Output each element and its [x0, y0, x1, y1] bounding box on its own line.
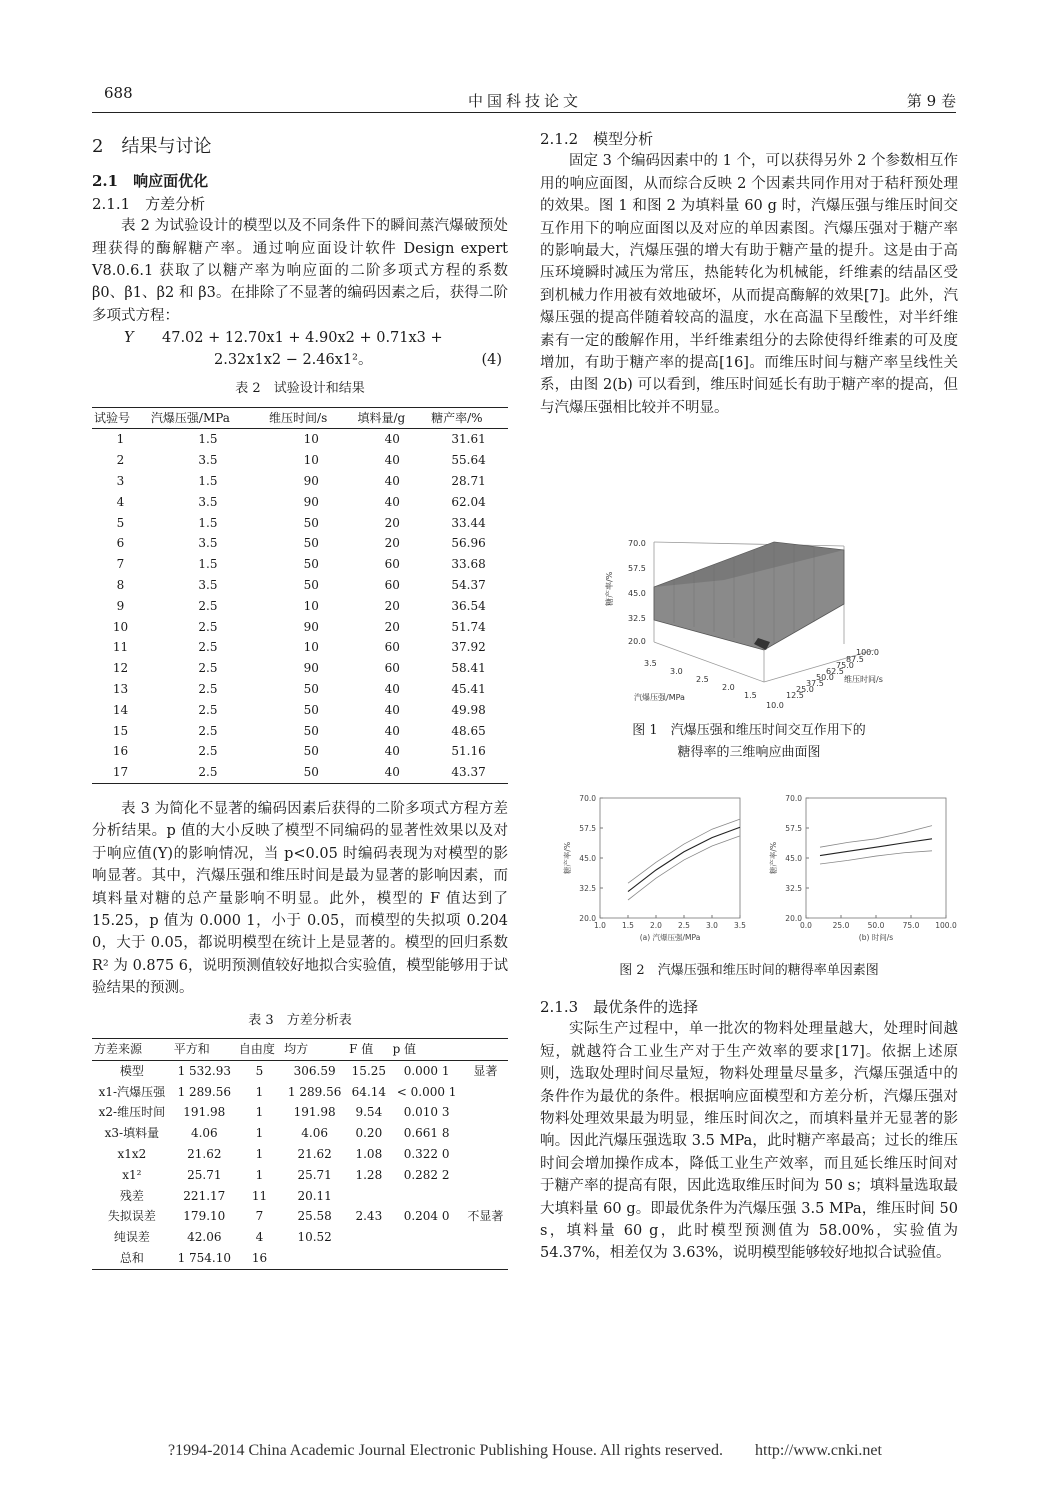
table3-cell: 191.98 [293, 1105, 336, 1120]
table3-cell: 16 [237, 1248, 282, 1269]
z-tick: 70.0 [628, 539, 646, 548]
table3 [92, 1038, 508, 1270]
page-number: 688 [104, 84, 133, 102]
table-row [92, 1082, 508, 1103]
table3-header-cell: 方差来源 [92, 1039, 172, 1061]
table-row [92, 492, 508, 513]
table2-cell: 2.5 [198, 744, 218, 759]
table2-cell: 17 [92, 762, 149, 783]
table3-cell: 179.10 [183, 1209, 226, 1224]
table3-header-cell: p 值 [391, 1039, 463, 1061]
table2-cell: 62.04 [451, 494, 486, 509]
x-tick-label: 1.5 [622, 921, 634, 930]
table2-cell: 3.5 [198, 453, 218, 468]
table2-cell: 1.5 [198, 432, 218, 447]
table3-cell: 2.43 [355, 1209, 383, 1224]
table2 [92, 407, 508, 784]
subsubsection-heading: 2.1.1 方差分析 [92, 194, 206, 213]
table3-cell [463, 1144, 508, 1165]
table-row [92, 1144, 508, 1165]
table2-cell: 10 [112, 619, 129, 634]
table3-cell: < 0.000 1 [396, 1084, 457, 1099]
table2-cell: 45.41 [451, 682, 486, 697]
table2-cell: 1.5 [198, 557, 218, 572]
table2-cell: 4 [116, 494, 125, 509]
table3-cell: 5 [255, 1063, 264, 1078]
table-row [92, 741, 508, 762]
table2-cell: 1.5 [198, 474, 218, 489]
table-row [92, 658, 508, 679]
table-row [92, 471, 508, 492]
table2-cell: 90 [303, 474, 319, 489]
table2-cell: 31.61 [451, 432, 486, 447]
table3-cell: 25.71 [187, 1167, 222, 1182]
x-axis-label: (b) 时间/s [858, 933, 894, 942]
table2-cell: 9 [116, 598, 125, 613]
table2-cell: 40 [384, 453, 400, 468]
table-row [92, 1248, 508, 1269]
table-row [92, 617, 508, 638]
table3-cell [391, 1227, 463, 1248]
table-row [92, 1206, 508, 1227]
z-tick: 45.0 [628, 589, 646, 598]
table2-header-cell: 糖产率/% [429, 407, 508, 429]
table2-cell: 90 [303, 661, 319, 676]
table2-cell: 2.5 [198, 723, 218, 738]
table2-cell: 37.92 [451, 640, 486, 655]
table2-cell: 3.5 [198, 578, 218, 593]
y-tick-label: 57.5 [785, 824, 802, 833]
table2-cell: 2 [116, 453, 125, 468]
table3-cell: 1 289.56 [177, 1084, 232, 1099]
eq-rhs-line1: 47.02 + 12.70x1 + 4.90x2 + 0.71x3 + [162, 330, 443, 347]
table2-cell: 60 [384, 557, 400, 572]
subsubsection-heading: 2.1.2 模型分析 [540, 130, 654, 148]
table2-cell: 2.5 [198, 619, 218, 634]
table2-cell: 2.5 [198, 661, 218, 676]
table2-cell: 3 [116, 474, 125, 489]
table3-cell [391, 1248, 463, 1269]
table2-cell: 16 [112, 744, 129, 759]
figure-1-caption-line2: 糖得率的三维响应曲面图 [677, 745, 821, 760]
table3-cell: 1 [255, 1084, 264, 1099]
table2-cell: 56.96 [451, 536, 486, 551]
series-line-upper [820, 826, 932, 848]
left-column [92, 136, 508, 1270]
z-tick: 57.5 [628, 564, 646, 573]
table2-cell: 50 [303, 557, 319, 572]
y-tick-label: 70.0 [785, 794, 802, 803]
table2-cell: 2.5 [198, 640, 218, 655]
table-row [92, 679, 508, 700]
table-row [92, 762, 508, 783]
table3-cell: 模型 [119, 1063, 144, 1078]
y-tick: 37.5 [806, 679, 824, 688]
table3-cell: 21.62 [187, 1147, 222, 1162]
table3-cell: x1² [122, 1167, 142, 1182]
table3-cell [463, 1123, 508, 1144]
table2-cell: 20 [384, 515, 400, 530]
figure-2-caption: 图 2 汽爆压强和维压时间的糖得率单因素图 [619, 963, 879, 978]
table2-cell: 51.74 [451, 619, 486, 634]
eq-lhs: Y [124, 330, 134, 347]
table2-cell: 10 [303, 432, 319, 447]
table3-cell: 0.000 1 [403, 1063, 450, 1078]
table2-cell: 50 [303, 702, 319, 717]
table3-header-cell: 自由度 [237, 1039, 282, 1061]
table2-cell: 1 [116, 432, 125, 447]
table3-cell: 显著 [473, 1063, 498, 1078]
x-tick-label: 100.0 [935, 921, 957, 930]
table2-cell: 60 [384, 640, 400, 655]
x-tick-label: 1.0 [594, 921, 606, 930]
paragraph: 表 3 为简化不显著的编码因素后获得的二阶多项式方程方差分析结果。p 值的大小反映了模型不同编码的显著性效果以及对于响应值(Y)的影响情况，当 p<0.05 时编码表现为对模型的影响显著。其中，汽爆压强和维压时间是最为显著的影响因素，而填料量对糖的总产量影响不明显。此外，模型的 F 值达到了 15.25，p 值为 0.000 1，小于 0.05，而模型的失拟项 0.204 0，大于 0.05，都说明模型在统计上是显著的。模型的回归系数 R² 为 0.875 6，说明预测值较好地拟合实验值，模型能够用于试验结果的预测。 [92, 801, 508, 997]
table-row [92, 721, 508, 742]
figure-2b-chart [762, 790, 958, 950]
table3-cell [347, 1227, 390, 1248]
table3-header-cell: 平方和 [172, 1039, 237, 1061]
table3-cell: x2-维压时间 [98, 1105, 166, 1120]
table2-cell: 50 [303, 515, 319, 530]
table2-cell: 40 [384, 744, 400, 759]
table-row [92, 1186, 508, 1207]
y-tick: 75.0 [836, 661, 854, 670]
table3-cell [391, 1186, 463, 1207]
table2-cell: 48.65 [451, 723, 486, 738]
table2-cell: 20 [384, 598, 400, 613]
table3-cell: 11 [251, 1188, 268, 1203]
table2-cell: 43.37 [429, 762, 508, 783]
x-tick: 2.5 [696, 675, 709, 684]
table2-cell: 2.5 [198, 702, 218, 717]
y-tick-label: 70.0 [579, 794, 596, 803]
equation-4 [92, 327, 508, 372]
figure-2a-chart [556, 790, 752, 950]
paragraph: 固定 3 个编码因素中的 1 个，可以获得另外 2 个参数相互作用的响应面图，从而综合反映 2 个因素共同作用对于秸秆预处理的效果。图 1 和图 2 为填料量 60 g 时，汽爆压强与维压时间交互作用下的响应面图以及对应的单因素图。汽爆压强对于糖产率的影响最大，汽爆压强的增大有助于糖产量的提升。这是由于高压环境瞬时减压为常压，热能转化为机械能，纤维素的结晶区受到机械力作用被有效地破坏，从而提高酶解的效果[7]。此外，汽爆压强的提高伴随着较高的温度，水在高温下呈酸性，对半纤维素有一定的酸解作用，半纤维素组分的去除使得纤维素的可及度增加，有助于糖产率的提高[16]。而维压时间与糖产率呈线性关系，由图 2(b) 可以看到，维压时间延长有助于糖产率的提高，但与汽爆压强相比较并不明显。 [540, 153, 958, 416]
table2-cell: 50 [303, 682, 319, 697]
table3-cell: 42.06 [187, 1230, 222, 1245]
table2-cell: 33.44 [451, 515, 486, 530]
table2-cell: 5 [116, 515, 125, 530]
table3-cell: 20.11 [297, 1188, 332, 1203]
right-column [540, 128, 958, 419]
x-tick: 3.5 [644, 659, 657, 668]
table3-cell: 1 [255, 1167, 264, 1182]
figure-1 [594, 532, 914, 712]
table2-cell: 13 [112, 682, 129, 697]
table3-cell: 25.58 [297, 1209, 332, 1224]
table2-cell: 55.64 [451, 453, 486, 468]
x-tick-label: 3.5 [734, 921, 746, 930]
y-tick: 25.0 [796, 685, 814, 694]
table2-cell: 58.41 [451, 661, 486, 676]
x-tick-label: 75.0 [902, 921, 920, 930]
table2-cell: 10 [303, 453, 319, 468]
table3-cell: 残差 [119, 1188, 144, 1203]
y-tick: 50.0 [816, 673, 834, 682]
table-row [92, 1227, 508, 1248]
table3-cell: 0.661 8 [403, 1126, 450, 1141]
x-tick-label: 2.5 [678, 921, 690, 930]
table2-cell: 2.5 [149, 762, 267, 783]
table3-cell: x3-填料量 [104, 1126, 160, 1141]
y-tick-label: 32.5 [785, 884, 802, 893]
y-axis-label: 糖产率/% [563, 841, 572, 875]
table2-cell: 40 [384, 474, 400, 489]
x-axis-label: (a) 汽爆压强/MPa [639, 933, 701, 942]
table2-cell: 40 [384, 682, 400, 697]
table-row [92, 700, 508, 721]
table2-cell: 28.71 [451, 474, 486, 489]
table2-header-cell: 维压时间/s [267, 407, 355, 429]
table2-caption: 表 2 试验设计和结果 [235, 381, 365, 397]
table2-cell: 50 [267, 762, 355, 783]
table3-header-cell [463, 1039, 508, 1061]
table-row [92, 554, 508, 575]
table2-cell: 10 [303, 640, 319, 655]
table3-cell: 0.322 0 [403, 1147, 450, 1162]
table3-cell: 1 [255, 1105, 264, 1120]
journal-title: 中国科技论文 [467, 92, 582, 110]
table2-cell: 8 [116, 578, 125, 593]
table3-cell [463, 1102, 508, 1123]
table-row [92, 1102, 508, 1123]
table2-cell: 54.37 [451, 578, 486, 593]
table3-cell: x1x2 [117, 1147, 147, 1162]
table3-cell: 1 [255, 1147, 264, 1162]
table2-cell: 90 [303, 619, 319, 634]
table2-cell: 20 [384, 619, 400, 634]
table3-cell: 0.010 3 [403, 1105, 450, 1120]
section-heading: 2 结果与讨论 [92, 136, 212, 157]
table3-cell: 221.17 [183, 1188, 226, 1203]
y-tick: 87.5 [846, 655, 864, 664]
table-row [92, 450, 508, 471]
x-tick: 1.5 [744, 691, 757, 700]
x-axis-label: 汽爆压强/MPa [634, 693, 685, 702]
table3-header-cell: F 值 [347, 1039, 390, 1061]
y-tick-label: 45.0 [785, 854, 802, 863]
x-tick-label: 50.0 [867, 921, 885, 930]
x-tick-label: 3.0 [706, 921, 718, 930]
table2-cell: 6 [116, 536, 125, 551]
table3-cell: 1 532.93 [177, 1063, 232, 1078]
x-tick-label: 2.0 [650, 921, 662, 930]
z-axis-label: 糖产率/% [605, 571, 614, 606]
x-tick-label: 25.0 [832, 921, 850, 930]
table3-cell: 1.28 [355, 1167, 383, 1182]
right-column-lower [540, 996, 958, 1265]
table-row [92, 429, 508, 450]
y-tick: 10.0 [766, 701, 784, 710]
series-line-lower [628, 836, 740, 900]
table3-cell [463, 1227, 508, 1248]
table-row [92, 513, 508, 534]
table2-cell: 7 [116, 557, 125, 572]
table2-cell: 60 [384, 578, 400, 593]
table3-cell: 21.62 [297, 1147, 332, 1162]
table3-cell: 4.06 [190, 1126, 218, 1141]
table3-cell [463, 1082, 508, 1103]
paragraph: 表 2 为试验设计的模型以及不同条件下的瞬间蒸汽爆破预处理获得的酶解糖产率。通过响应面设计软件 Design expert V8.0.6.1 获取了以糖产率为响应面的二阶多项式方程的系数 β0、β1、β2 和 β3。在排除了不显著的编码因素之后，获得二阶多项式方程： [92, 218, 508, 324]
table3-cell [347, 1186, 390, 1207]
table-row [92, 1123, 508, 1144]
table2-cell: 14 [112, 702, 129, 717]
table2-cell: 50 [303, 744, 319, 759]
table2-cell: 12 [112, 661, 129, 676]
plot-frame [600, 798, 740, 918]
series-line-fit [820, 839, 932, 856]
volume-label: 第 9 卷 [906, 92, 956, 110]
table3-caption: 表 3 方差分析表 [248, 1012, 352, 1028]
table2-cell: 40 [384, 494, 400, 509]
table-row [92, 1060, 508, 1081]
copyright-footer: ?1994-2014 China Academic Journal Electronic Publishing House. All rights reserved. http://www.cnki.net [168, 1442, 882, 1459]
table3-cell [463, 1186, 508, 1207]
table3-cell: 4 [255, 1230, 264, 1245]
table3-cell: 10.52 [297, 1230, 332, 1245]
table2-cell: 10 [303, 598, 319, 613]
table-row [92, 533, 508, 554]
table3-cell: 1 [255, 1126, 264, 1141]
table3-cell: 306.59 [293, 1063, 336, 1078]
table3-cell: 64.14 [351, 1084, 387, 1099]
x-tick-label: 0.0 [800, 921, 812, 930]
table3-cell: 1 289.56 [287, 1084, 342, 1099]
eq-rhs-line2: 2.32x1x2 − 2.46x1²。 [214, 352, 373, 369]
table3-cell [463, 1165, 508, 1186]
table-row [92, 1165, 508, 1186]
table3-cell: 9.54 [355, 1105, 383, 1120]
figure-1-caption-line1: 图 1 汽爆压强和维压时间交互作用下的 [632, 723, 866, 738]
y-tick: 12.5 [786, 691, 804, 700]
table2-header-cell: 汽爆压强/MPa [149, 407, 267, 429]
table2-cell: 50 [303, 578, 319, 593]
table3-header-cell: 均方 [282, 1039, 347, 1061]
table3-cell: 25.71 [297, 1167, 332, 1182]
table2-cell: 20 [384, 536, 400, 551]
table2-cell: 40 [384, 432, 400, 447]
table3-cell: 失拟误差 [107, 1209, 156, 1224]
table2-cell: 1.5 [198, 515, 218, 530]
header-rule [92, 112, 956, 113]
plot-frame [806, 798, 946, 918]
figure-1-surface-plot [594, 532, 914, 712]
table2-cell: 33.68 [451, 557, 486, 572]
table2-cell: 40 [356, 762, 430, 783]
y-tick-label: 20.0 [579, 914, 596, 923]
table2-cell: 36.54 [451, 598, 486, 613]
y-axis-label: 维压时间/s [844, 675, 883, 684]
table3-cell [282, 1248, 347, 1269]
table3-cell: 1 754.10 [172, 1248, 237, 1269]
table-row [92, 575, 508, 596]
table3-cell: 总和 [92, 1248, 172, 1269]
table3-cell: 15.25 [351, 1063, 387, 1078]
table3-cell: 1.08 [355, 1147, 383, 1162]
table2-cell: 90 [303, 494, 319, 509]
table2-cell: 15 [112, 723, 129, 738]
table2-cell: 11 [112, 640, 129, 655]
y-tick-label: 57.5 [579, 824, 596, 833]
table2-cell: 50 [303, 536, 319, 551]
table2-cell: 50 [303, 723, 319, 738]
table2-header-cell: 填料量/g [356, 407, 430, 429]
y-tick: 62.5 [826, 667, 844, 676]
y-axis-label: 糖产率/% [769, 841, 778, 875]
paragraph: 实际生产过程中，单一批次的物料处理量越大，处理时间越短，就越符合工业生产对于生产效率的要求[17]。依据上述原则，选取处理时间尽量短，物料处理量尽量多，汽爆压强适中的条件作为最优的条件。根据响应面模型和方差分析，汽爆压强对物料处理效果最为明显，维压时间次之，而填料量并无显著的影响。因此汽爆压强选取 3.5 MPa，此时糖产率最高；过长的维压时间会增加操作成本，降低工业生产效率，而且延长维压时间对于糖产率的提高有限，因此选取维压时间为 50 s；填料量选取最大填料量 60 g。即最优条件为汽爆压强 3.5 MPa，维压时间 50 s，填料量 60 g，此时模型预测值为 58.00%，实验值为 54.37%，相差仅为 3.63%，说明模型能够较好地拟合试验值。 [540, 1021, 958, 1262]
x-tick: 3.0 [670, 667, 683, 676]
table2-cell: 40 [384, 723, 400, 738]
table3-cell: 不显著 [467, 1209, 504, 1224]
table-row [92, 596, 508, 617]
table3-cell: 4.06 [301, 1126, 328, 1141]
subsection-heading: 2.1 响应面优化 [92, 172, 209, 191]
eq-number: (4) [481, 352, 502, 369]
table3-cell: 191.98 [183, 1105, 226, 1120]
table3-cell [347, 1248, 390, 1269]
series-line-fit [628, 827, 740, 891]
table3-cell: 7 [255, 1209, 264, 1224]
table3-cell: 0.20 [355, 1126, 383, 1141]
table2-cell: 60 [384, 661, 400, 676]
table2-cell: 3.5 [198, 536, 218, 551]
subsubsection-heading: 2.1.3 最优条件的选择 [540, 998, 699, 1016]
table2-cell: 2.5 [198, 598, 218, 613]
table-row [92, 637, 508, 658]
table3-cell: 0.204 0 [403, 1209, 450, 1224]
y-tick-label: 45.0 [579, 854, 596, 863]
table2-cell: 2.5 [198, 682, 218, 697]
table2-cell: 49.98 [451, 702, 486, 717]
table3-cell: 纯误差 [113, 1230, 150, 1245]
table2-cell: 51.16 [451, 744, 486, 759]
table2-cell: 40 [384, 702, 400, 717]
table2-header-cell: 试验号 [92, 407, 149, 429]
table3-cell: 0.282 2 [403, 1167, 450, 1182]
z-tick: 20.0 [628, 637, 646, 646]
y-tick-label: 32.5 [579, 884, 596, 893]
z-tick: 32.5 [628, 614, 646, 623]
table2-cell: 3.5 [198, 494, 218, 509]
table3-cell [463, 1248, 508, 1269]
y-tick: 100.0 [856, 648, 879, 657]
y-tick-label: 20.0 [785, 914, 802, 923]
x-tick: 2.0 [722, 683, 735, 692]
table3-cell: x1-汽爆压强 [98, 1084, 166, 1099]
